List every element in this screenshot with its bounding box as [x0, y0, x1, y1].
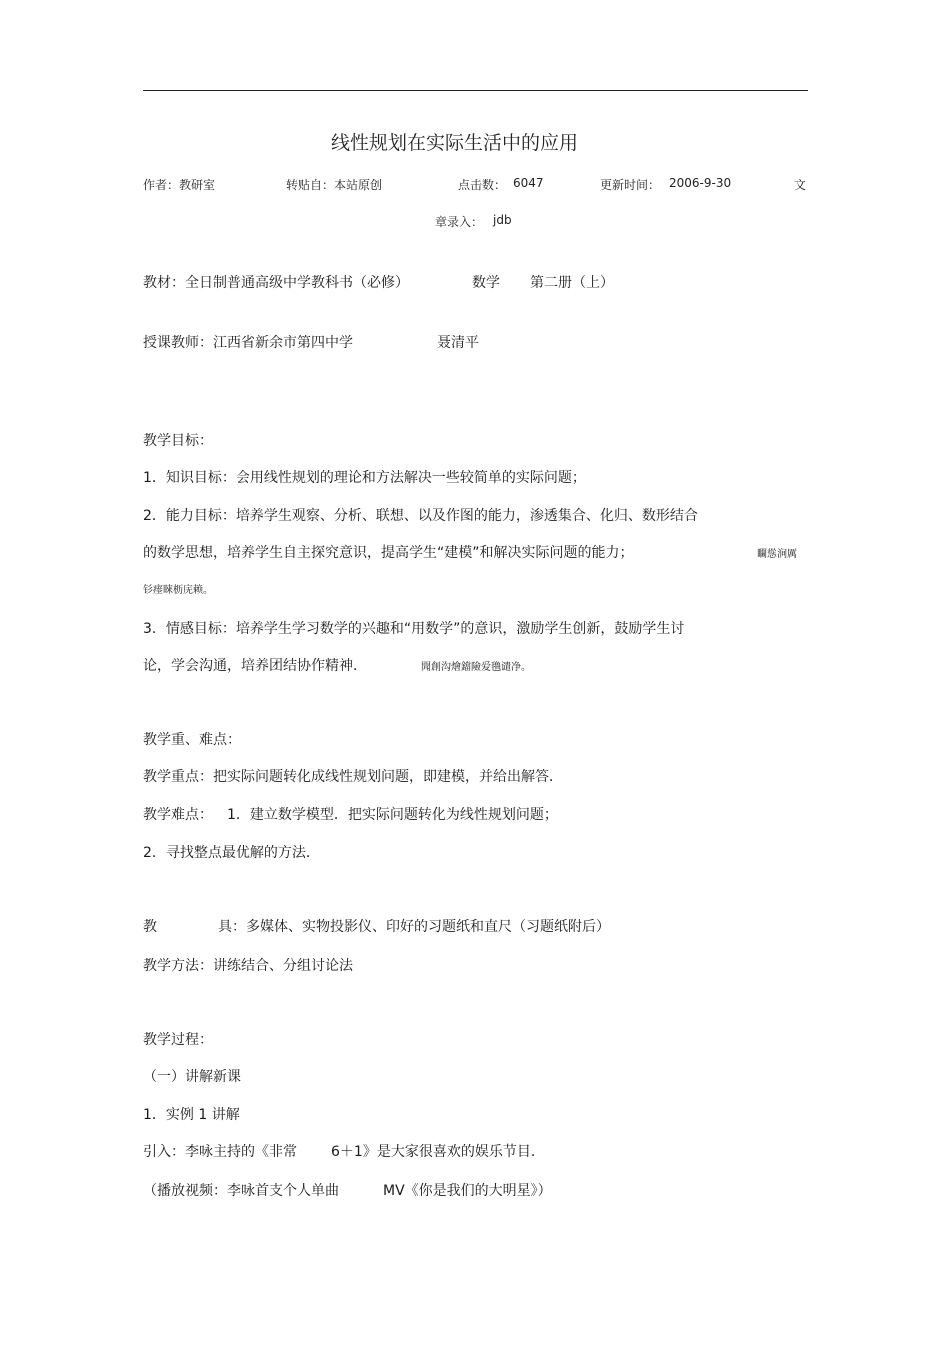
meta-entry-value: jdb	[493, 213, 512, 227]
process-video-a: （播放视频：李咏首支个人单曲	[143, 1183, 339, 1199]
meta-updated-value: 2006-9-30	[669, 176, 732, 190]
process-heading: 教学过程：	[143, 1032, 213, 1048]
goals-heading: 教学目标：	[143, 433, 213, 449]
meta-author: 作者：教研室	[143, 178, 216, 192]
noise-text-1: 矙慫涧厲	[757, 549, 797, 560]
meta-updated-label: 更新时间：	[600, 178, 661, 192]
goal-item-1: 1．知识目标：会用线性规划的理论和方法解决一些较简单的实际问题；	[143, 470, 586, 486]
teacher-label: 授课教师：江西省新余市第四中学	[143, 335, 353, 351]
process-intro-a: 引入：李咏主持的《非常	[143, 1144, 297, 1160]
noise-text-3: 聞創沟燴鐺險爱氇谴净。	[421, 662, 531, 673]
keypoints-difficulty-2: 2．寻找整点最优解的方法．	[143, 845, 320, 861]
keypoints-difficulty-1: 1．建立数学模型．把实际问题转化为线性规划问题；	[227, 807, 558, 823]
keypoints-heading: 教学重、难点：	[143, 732, 241, 748]
page-title: 线性规划在实际生活中的应用	[331, 132, 579, 154]
process-example: 1．实例 1 讲解	[143, 1107, 240, 1123]
keypoints-difficulty-label: 教学难点：	[143, 807, 213, 823]
goal-item-3-line-2: 论，学会沟通，培养团结协作精神．	[143, 658, 367, 674]
noise-text-2: 钐瘗睞枥庑赖。	[143, 585, 213, 596]
goal-item-2-line-1: 2．能力目标：培养学生观察、分析、联想、以及作图的能力，渗透集合、化归、数形结合	[143, 508, 698, 524]
teacher-name: 聂清平	[437, 335, 479, 351]
goal-item-2-line-2: 的数学思想，培养学生自主探究意识，提高学生“建模”和解决实际问题的能力；	[143, 545, 634, 561]
process-video-b: MV《你是我们的大明星》）	[383, 1183, 552, 1199]
meta-hits-label: 点击数：	[458, 178, 507, 192]
process-intro-b: 6＋1》是大家很喜欢的娱乐节目．	[331, 1144, 545, 1160]
meta-entry-label: 章录入：	[435, 215, 484, 229]
keypoints-focus: 教学重点：把实际问题转化成线性规划问题，即建模，并给出解答．	[143, 769, 563, 785]
tools-label-right: 具：多媒体、实物投影仪、印好的习题纸和直尺（习题纸附后）	[218, 919, 610, 935]
meta-source: 转贴自：本站原创	[286, 178, 383, 192]
textbook-label: 教材：全日制普通高级中学教科书（必修）	[143, 275, 409, 291]
process-part-1: （一）讲解新课	[143, 1069, 241, 1085]
header-rule	[143, 90, 808, 91]
meta-entry-prefix: 文	[794, 178, 807, 192]
meta-hits-value: 6047	[513, 176, 544, 190]
teaching-method: 教学方法：讲练结合、分组讨论法	[143, 958, 353, 974]
goal-item-3-line-1: 3．情感目标：培养学生学习数学的兴趣和“用数学”的意识，激励学生创新，鼓励学生讨	[143, 621, 685, 637]
tools-label-left: 教	[143, 919, 157, 935]
textbook-volume: 第二册（上）	[530, 275, 614, 291]
textbook-subject: 数学	[472, 275, 500, 291]
